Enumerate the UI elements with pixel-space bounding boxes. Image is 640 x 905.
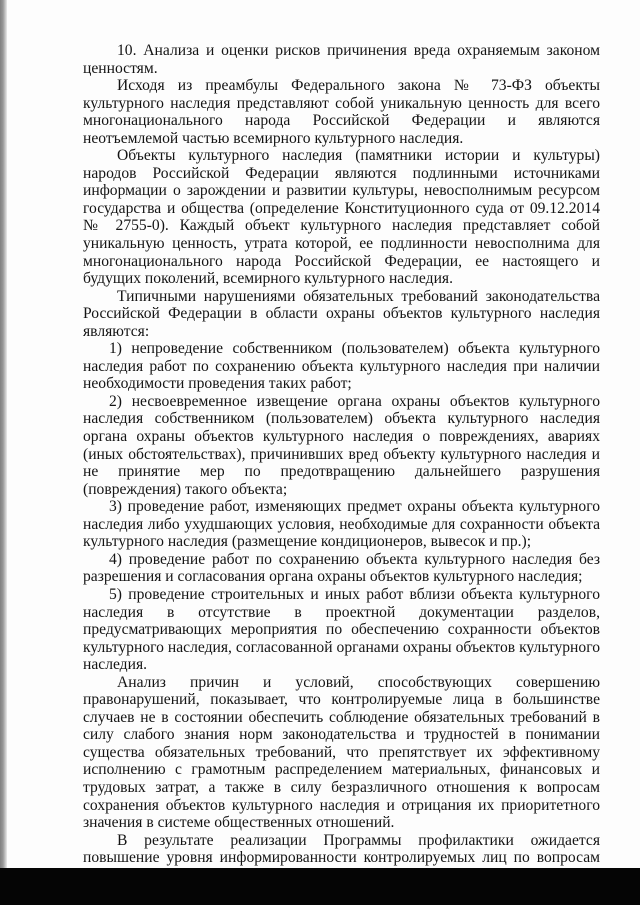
list-item: 1) непроведение собственником (пользователем) объекта культурного наследия работ по сохранению объекта культурного наследия при наличии необходимости проведения таких работ; <box>83 340 600 393</box>
paragraph: Объекты культурного наследия (памятники истории и культуры) народов Российской Федерации являются подлинными источниками информации о зарождении и развитии культуры, невосполнимым ресурсом государства и общества (определение Конституционного суда от 09.12.2014 № 2755-0). Каждый объект культурного наследия представляет собой уникальную ценность, утрата которой, ее подлинности невосполнима для многонационального народа Российской Федерации, ее настоящего и будущих поколений, всемирного культурного наследия. <box>83 147 600 288</box>
list-item: 4) проведение работ по сохранению объекта культурного наследия без разрешения и согласования органа охраны объектов культурного наследия; <box>83 550 600 586</box>
paragraph: Анализ причин и условий, способствующих совершению правонарушений, показывает, что контролируемые лица в большинстве случаев не в состоянии обеспечить соблюдение обязательных требований в силу слабого знания норм законодательства и трудностей в понимании существа обязательных требований, что препятствует их эффективному исполнению с грамотным распределением материальных, финансовых и трудовых затрат, а также в силу безразличного отношения к вопросам сохранения объектов культурного наследия и отрицания их приоритетного значения в системе общественных отношений. <box>83 673 600 832</box>
scan-edge-shadow <box>0 0 7 905</box>
list-item: 2) несвоевременное извещение органа охраны объектов культурного наследия собственником (пользователем) объекта культурного наследия органа охраны объектов культурного наследия о повреждениях, авариях (иных обстоятельствах), причинивших вред объекту культурного наследия и не принятие мер по предотвращению дальнейшего разрушения (повреждения) такого объекта; <box>83 392 600 498</box>
paragraph: Типичными нарушениями обязательных требований законодательства Российской Федерации в области охраны объектов культурного наследия являются: <box>83 287 600 340</box>
section-heading: 10. Анализа и оценки рисков причинения вреда охраняемым законом ценностям. <box>83 42 600 77</box>
list-item: 5) проведение строительных и иных работ вблизи объекта культурного наследия в отсутствие в проектной документации разделов, предусматривающих мероприятия по обеспечению сохранности объектов культурного наследия, согласованной органами охраны объектов культурного наследия. <box>83 585 600 674</box>
paragraph: В результате реализации Программы профилактики ожидается повышение уровня информированности контролируемых лиц по вопросам <box>83 831 600 867</box>
document-body <box>83 42 600 884</box>
paragraph: Исходя из преамбулы Федерального закона № 73-ФЗ объекты культурного наследия представляют собой уникальную ценность для всего многонационального народа Российской Федерации и являются неотъемлемой частью всемирного культурного наследия. <box>83 77 600 147</box>
scan-bottom-edge <box>0 868 640 905</box>
list-item: 3) проведение работ, изменяющих предмет охраны объекта культурного наследия либо ухудшающих условия, необходимые для сохранности объекта культурного наследия (размещение кондиционеров, вывесок и пр.); <box>83 498 600 551</box>
